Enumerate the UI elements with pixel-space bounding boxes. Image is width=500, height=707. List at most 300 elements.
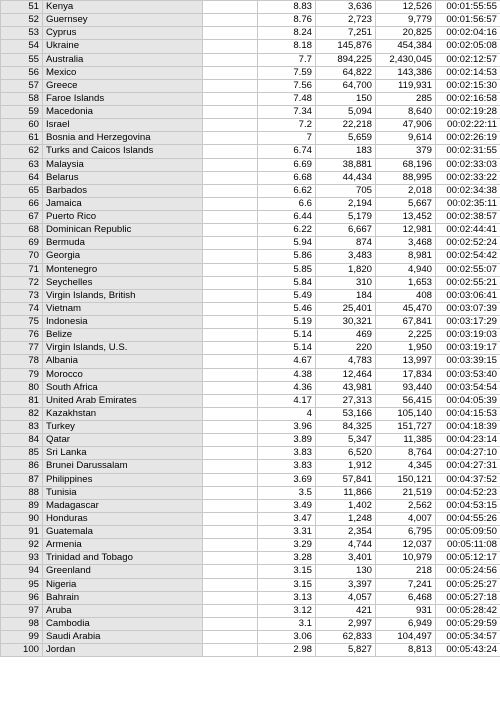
cell-value-2[interactable]: 6,468 — [376, 591, 436, 604]
cell-value-1[interactable]: 62,833 — [316, 631, 376, 644]
cell-time[interactable]: 00:05:11:08 — [436, 539, 500, 552]
cell-time[interactable]: 00:03:17:29 — [436, 316, 500, 329]
cell-value-2[interactable]: 1,653 — [376, 276, 436, 289]
cell-score[interactable]: 4.17 — [258, 394, 316, 407]
cell-score[interactable]: 5.19 — [258, 316, 316, 329]
cell-rank[interactable]: 93 — [1, 552, 43, 565]
cell-time[interactable]: 00:02:16:58 — [436, 92, 500, 105]
cell-score[interactable]: 7.2 — [258, 119, 316, 132]
cell-value-1[interactable]: 5,179 — [316, 211, 376, 224]
cell-value-2[interactable]: 119,931 — [376, 79, 436, 92]
cell-time[interactable]: 00:02:54:42 — [436, 250, 500, 263]
cell-score[interactable]: 3.15 — [258, 565, 316, 578]
cell-value-1[interactable]: 2,354 — [316, 526, 376, 539]
cell-time[interactable]: 00:04:27:31 — [436, 460, 500, 473]
cell-empty[interactable] — [203, 197, 258, 210]
cell-country[interactable]: Macedonia — [43, 106, 203, 119]
cell-value-1[interactable]: 150 — [316, 92, 376, 105]
cell-value-2[interactable]: 11,385 — [376, 434, 436, 447]
cell-country[interactable]: Honduras — [43, 512, 203, 525]
cell-rank[interactable]: 99 — [1, 631, 43, 644]
cell-score[interactable]: 3.47 — [258, 512, 316, 525]
cell-country[interactable]: Bermuda — [43, 237, 203, 250]
cell-rank[interactable]: 53 — [1, 27, 43, 40]
cell-empty[interactable] — [203, 368, 258, 381]
cell-empty[interactable] — [203, 617, 258, 630]
cell-value-1[interactable]: 64,822 — [316, 66, 376, 79]
cell-rank[interactable]: 64 — [1, 171, 43, 184]
cell-score[interactable]: 4 — [258, 407, 316, 420]
cell-rank[interactable]: 81 — [1, 394, 43, 407]
cell-score[interactable]: 3.13 — [258, 591, 316, 604]
cell-rank[interactable]: 96 — [1, 591, 43, 604]
cell-time[interactable]: 00:04:23:14 — [436, 434, 500, 447]
cell-empty[interactable] — [203, 184, 258, 197]
cell-value-2[interactable]: 2,018 — [376, 184, 436, 197]
cell-value-1[interactable]: 38,881 — [316, 158, 376, 171]
cell-time[interactable]: 00:02:31:55 — [436, 145, 500, 158]
cell-score[interactable]: 3.89 — [258, 434, 316, 447]
cell-value-1[interactable]: 1,248 — [316, 512, 376, 525]
cell-rank[interactable]: 68 — [1, 224, 43, 237]
cell-value-2[interactable]: 1,950 — [376, 342, 436, 355]
cell-time[interactable]: 00:02:55:07 — [436, 263, 500, 276]
cell-value-1[interactable]: 22,218 — [316, 119, 376, 132]
cell-time[interactable]: 00:03:39:15 — [436, 355, 500, 368]
cell-value-2[interactable]: 67,841 — [376, 316, 436, 329]
cell-value-2[interactable]: 10,979 — [376, 552, 436, 565]
cell-empty[interactable] — [203, 381, 258, 394]
cell-country[interactable]: Belarus — [43, 171, 203, 184]
cell-value-1[interactable]: 1,820 — [316, 263, 376, 276]
cell-score[interactable]: 6.22 — [258, 224, 316, 237]
cell-time[interactable]: 00:01:55:55 — [436, 1, 500, 14]
cell-time[interactable]: 00:02:33:22 — [436, 171, 500, 184]
cell-score[interactable]: 3.28 — [258, 552, 316, 565]
cell-time[interactable]: 00:03:19:17 — [436, 342, 500, 355]
cell-country[interactable]: Greenland — [43, 565, 203, 578]
cell-rank[interactable]: 87 — [1, 473, 43, 486]
cell-rank[interactable]: 74 — [1, 302, 43, 315]
cell-score[interactable]: 6.44 — [258, 211, 316, 224]
cell-country[interactable]: Madagascar — [43, 499, 203, 512]
cell-value-2[interactable]: 8,764 — [376, 447, 436, 460]
cell-rank[interactable]: 58 — [1, 92, 43, 105]
cell-rank[interactable]: 76 — [1, 329, 43, 342]
cell-time[interactable]: 00:04:15:53 — [436, 407, 500, 420]
cell-empty[interactable] — [203, 171, 258, 184]
cell-country[interactable]: Vietnam — [43, 302, 203, 315]
cell-value-1[interactable]: 64,700 — [316, 79, 376, 92]
cell-empty[interactable] — [203, 224, 258, 237]
cell-empty[interactable] — [203, 211, 258, 224]
cell-time[interactable]: 00:05:25:27 — [436, 578, 500, 591]
cell-country[interactable]: Turks and Caicos Islands — [43, 145, 203, 158]
cell-country[interactable]: Bahrain — [43, 591, 203, 604]
cell-country[interactable]: Trinidad and Tobago — [43, 552, 203, 565]
cell-country[interactable]: South Africa — [43, 381, 203, 394]
cell-empty[interactable] — [203, 237, 258, 250]
cell-value-2[interactable]: 68,196 — [376, 158, 436, 171]
cell-value-2[interactable]: 285 — [376, 92, 436, 105]
cell-country[interactable]: Philippines — [43, 473, 203, 486]
cell-value-1[interactable]: 5,659 — [316, 132, 376, 145]
cell-country[interactable]: Qatar — [43, 434, 203, 447]
cell-time[interactable]: 00:05:28:42 — [436, 604, 500, 617]
cell-value-1[interactable]: 6,667 — [316, 224, 376, 237]
cell-value-2[interactable]: 4,007 — [376, 512, 436, 525]
cell-empty[interactable] — [203, 539, 258, 552]
cell-country[interactable]: Seychelles — [43, 276, 203, 289]
cell-rank[interactable]: 85 — [1, 447, 43, 460]
cell-country[interactable]: Georgia — [43, 250, 203, 263]
cell-value-1[interactable]: 3,397 — [316, 578, 376, 591]
cell-country[interactable]: Virgin Islands, U.S. — [43, 342, 203, 355]
cell-value-1[interactable]: 874 — [316, 237, 376, 250]
cell-empty[interactable] — [203, 66, 258, 79]
cell-score[interactable]: 5.49 — [258, 289, 316, 302]
cell-rank[interactable]: 92 — [1, 539, 43, 552]
cell-time[interactable]: 00:03:07:39 — [436, 302, 500, 315]
cell-value-1[interactable]: 310 — [316, 276, 376, 289]
cell-empty[interactable] — [203, 158, 258, 171]
cell-value-1[interactable]: 4,783 — [316, 355, 376, 368]
cell-empty[interactable] — [203, 394, 258, 407]
cell-empty[interactable] — [203, 53, 258, 66]
cell-value-2[interactable]: 17,834 — [376, 368, 436, 381]
cell-country[interactable]: Virgin Islands, British — [43, 289, 203, 302]
cell-empty[interactable] — [203, 460, 258, 473]
cell-value-1[interactable]: 5,347 — [316, 434, 376, 447]
cell-empty[interactable] — [203, 342, 258, 355]
cell-time[interactable]: 00:02:52:24 — [436, 237, 500, 250]
cell-rank[interactable]: 98 — [1, 617, 43, 630]
cell-country[interactable]: Jordan — [43, 644, 203, 657]
cell-value-2[interactable]: 150,121 — [376, 473, 436, 486]
cell-time[interactable]: 00:04:55:26 — [436, 512, 500, 525]
cell-empty[interactable] — [203, 512, 258, 525]
cell-value-1[interactable]: 1,912 — [316, 460, 376, 473]
cell-score[interactable]: 3.49 — [258, 499, 316, 512]
cell-rank[interactable]: 55 — [1, 53, 43, 66]
cell-score[interactable]: 5.86 — [258, 250, 316, 263]
cell-score[interactable]: 7 — [258, 132, 316, 145]
cell-time[interactable]: 00:02:15:30 — [436, 79, 500, 92]
cell-time[interactable]: 00:05:34:57 — [436, 631, 500, 644]
cell-value-2[interactable]: 6,795 — [376, 526, 436, 539]
cell-value-1[interactable]: 2,194 — [316, 197, 376, 210]
cell-country[interactable]: Kazakhstan — [43, 407, 203, 420]
cell-value-2[interactable]: 47,906 — [376, 119, 436, 132]
cell-rank[interactable]: 86 — [1, 460, 43, 473]
cell-empty[interactable] — [203, 316, 258, 329]
cell-time[interactable]: 00:02:35:11 — [436, 197, 500, 210]
cell-empty[interactable] — [203, 355, 258, 368]
cell-time[interactable]: 00:02:19:28 — [436, 106, 500, 119]
cell-score[interactable]: 8.18 — [258, 40, 316, 53]
cell-score[interactable]: 7.59 — [258, 66, 316, 79]
cell-time[interactable]: 00:01:56:57 — [436, 14, 500, 27]
cell-value-1[interactable]: 4,057 — [316, 591, 376, 604]
cell-score[interactable]: 3.96 — [258, 421, 316, 434]
cell-value-2[interactable]: 4,940 — [376, 263, 436, 276]
cell-value-1[interactable]: 5,094 — [316, 106, 376, 119]
cell-time[interactable]: 00:05:43:24 — [436, 644, 500, 657]
cell-rank[interactable]: 94 — [1, 565, 43, 578]
cell-rank[interactable]: 62 — [1, 145, 43, 158]
cell-rank[interactable]: 75 — [1, 316, 43, 329]
cell-value-1[interactable]: 1,402 — [316, 499, 376, 512]
cell-rank[interactable]: 56 — [1, 66, 43, 79]
cell-time[interactable]: 00:05:29:59 — [436, 617, 500, 630]
cell-value-2[interactable]: 9,779 — [376, 14, 436, 27]
cell-time[interactable]: 00:03:06:41 — [436, 289, 500, 302]
cell-country[interactable]: Faroe Islands — [43, 92, 203, 105]
cell-value-1[interactable]: 469 — [316, 329, 376, 342]
cell-country[interactable]: Nigeria — [43, 578, 203, 591]
cell-value-2[interactable]: 12,037 — [376, 539, 436, 552]
cell-empty[interactable] — [203, 27, 258, 40]
cell-country[interactable]: Belize — [43, 329, 203, 342]
cell-score[interactable]: 6.68 — [258, 171, 316, 184]
cell-rank[interactable]: 65 — [1, 184, 43, 197]
cell-score[interactable]: 6.62 — [258, 184, 316, 197]
cell-value-2[interactable]: 454,384 — [376, 40, 436, 53]
cell-country[interactable]: Brunei Darussalam — [43, 460, 203, 473]
cell-score[interactable]: 2.98 — [258, 644, 316, 657]
cell-value-2[interactable]: 12,526 — [376, 1, 436, 14]
cell-time[interactable]: 00:02:14:53 — [436, 66, 500, 79]
cell-rank[interactable]: 57 — [1, 79, 43, 92]
cell-value-1[interactable]: 5,827 — [316, 644, 376, 657]
cell-score[interactable]: 5.14 — [258, 329, 316, 342]
cell-country[interactable]: Malaysia — [43, 158, 203, 171]
cell-country[interactable]: Armenia — [43, 539, 203, 552]
cell-empty[interactable] — [203, 302, 258, 315]
cell-rank[interactable]: 100 — [1, 644, 43, 657]
cell-empty[interactable] — [203, 276, 258, 289]
cell-country[interactable]: Kenya — [43, 1, 203, 14]
cell-country[interactable]: Mexico — [43, 66, 203, 79]
cell-rank[interactable]: 52 — [1, 14, 43, 27]
cell-country[interactable]: Jamaica — [43, 197, 203, 210]
cell-value-1[interactable]: 3,483 — [316, 250, 376, 263]
cell-value-1[interactable]: 44,434 — [316, 171, 376, 184]
cell-empty[interactable] — [203, 486, 258, 499]
cell-score[interactable]: 7.34 — [258, 106, 316, 119]
cell-empty[interactable] — [203, 578, 258, 591]
cell-value-1[interactable]: 30,321 — [316, 316, 376, 329]
cell-value-1[interactable]: 421 — [316, 604, 376, 617]
cell-value-2[interactable]: 7,241 — [376, 578, 436, 591]
cell-value-2[interactable]: 143,386 — [376, 66, 436, 79]
cell-rank[interactable]: 69 — [1, 237, 43, 250]
cell-time[interactable]: 00:02:04:16 — [436, 27, 500, 40]
cell-country[interactable]: Aruba — [43, 604, 203, 617]
cell-empty[interactable] — [203, 407, 258, 420]
cell-value-1[interactable]: 12,464 — [316, 368, 376, 381]
cell-time[interactable]: 00:02:55:21 — [436, 276, 500, 289]
cell-score[interactable]: 5.14 — [258, 342, 316, 355]
cell-score[interactable]: 4.36 — [258, 381, 316, 394]
cell-value-2[interactable]: 8,640 — [376, 106, 436, 119]
cell-value-2[interactable]: 21,519 — [376, 486, 436, 499]
cell-time[interactable]: 00:02:44:41 — [436, 224, 500, 237]
cell-value-1[interactable]: 3,401 — [316, 552, 376, 565]
cell-country[interactable]: Tunisia — [43, 486, 203, 499]
cell-empty[interactable] — [203, 92, 258, 105]
cell-score[interactable]: 3.15 — [258, 578, 316, 591]
cell-rank[interactable]: 78 — [1, 355, 43, 368]
cell-value-1[interactable]: 2,997 — [316, 617, 376, 630]
cell-country[interactable]: Ukraine — [43, 40, 203, 53]
cell-value-2[interactable]: 20,825 — [376, 27, 436, 40]
cell-rank[interactable]: 71 — [1, 263, 43, 276]
cell-country[interactable]: Australia — [43, 53, 203, 66]
cell-score[interactable]: 8.76 — [258, 14, 316, 27]
cell-rank[interactable]: 51 — [1, 1, 43, 14]
cell-value-1[interactable]: 7,251 — [316, 27, 376, 40]
cell-value-2[interactable]: 93,440 — [376, 381, 436, 394]
cell-time[interactable]: 00:02:34:38 — [436, 184, 500, 197]
cell-country[interactable]: Guernsey — [43, 14, 203, 27]
cell-value-2[interactable]: 2,562 — [376, 499, 436, 512]
cell-score[interactable]: 7.48 — [258, 92, 316, 105]
cell-empty[interactable] — [203, 14, 258, 27]
cell-empty[interactable] — [203, 421, 258, 434]
cell-score[interactable]: 5.84 — [258, 276, 316, 289]
cell-time[interactable]: 00:02:05:08 — [436, 40, 500, 53]
cell-time[interactable]: 00:03:54:54 — [436, 381, 500, 394]
cell-time[interactable]: 00:04:53:15 — [436, 499, 500, 512]
cell-country[interactable]: Barbados — [43, 184, 203, 197]
cell-score[interactable]: 4.38 — [258, 368, 316, 381]
cell-rank[interactable]: 91 — [1, 526, 43, 539]
cell-score[interactable]: 8.83 — [258, 1, 316, 14]
cell-score[interactable]: 3.06 — [258, 631, 316, 644]
cell-rank[interactable]: 83 — [1, 421, 43, 434]
cell-time[interactable]: 00:05:27:18 — [436, 591, 500, 604]
cell-rank[interactable]: 77 — [1, 342, 43, 355]
cell-rank[interactable]: 97 — [1, 604, 43, 617]
cell-value-1[interactable]: 53,166 — [316, 407, 376, 420]
cell-empty[interactable] — [203, 604, 258, 617]
cell-value-1[interactable]: 130 — [316, 565, 376, 578]
cell-score[interactable]: 3.5 — [258, 486, 316, 499]
cell-rank[interactable]: 60 — [1, 119, 43, 132]
cell-value-2[interactable]: 6,949 — [376, 617, 436, 630]
cell-value-2[interactable]: 5,667 — [376, 197, 436, 210]
cell-empty[interactable] — [203, 132, 258, 145]
cell-rank[interactable]: 72 — [1, 276, 43, 289]
cell-empty[interactable] — [203, 250, 258, 263]
cell-value-2[interactable]: 379 — [376, 145, 436, 158]
cell-value-1[interactable]: 43,981 — [316, 381, 376, 394]
cell-rank[interactable]: 84 — [1, 434, 43, 447]
cell-value-2[interactable]: 12,981 — [376, 224, 436, 237]
cell-time[interactable]: 00:05:24:56 — [436, 565, 500, 578]
cell-time[interactable]: 00:02:38:57 — [436, 211, 500, 224]
cell-empty[interactable] — [203, 119, 258, 132]
cell-time[interactable]: 00:02:22:11 — [436, 119, 500, 132]
cell-country[interactable]: Cambodia — [43, 617, 203, 630]
cell-score[interactable]: 3.29 — [258, 539, 316, 552]
cell-score[interactable]: 3.83 — [258, 460, 316, 473]
cell-empty[interactable] — [203, 631, 258, 644]
cell-rank[interactable]: 88 — [1, 486, 43, 499]
cell-value-2[interactable]: 3,468 — [376, 237, 436, 250]
cell-empty[interactable] — [203, 526, 258, 539]
cell-empty[interactable] — [203, 565, 258, 578]
cell-score[interactable]: 3.31 — [258, 526, 316, 539]
cell-score[interactable]: 6.74 — [258, 145, 316, 158]
cell-country[interactable]: Saudi Arabia — [43, 631, 203, 644]
cell-empty[interactable] — [203, 434, 258, 447]
cell-empty[interactable] — [203, 1, 258, 14]
cell-empty[interactable] — [203, 79, 258, 92]
cell-score[interactable]: 3.12 — [258, 604, 316, 617]
cell-value-1[interactable]: 57,841 — [316, 473, 376, 486]
cell-score[interactable]: 3.1 — [258, 617, 316, 630]
cell-time[interactable]: 00:02:26:19 — [436, 132, 500, 145]
cell-score[interactable]: 3.83 — [258, 447, 316, 460]
cell-value-1[interactable]: 2,723 — [316, 14, 376, 27]
cell-score[interactable]: 7.56 — [258, 79, 316, 92]
cell-value-2[interactable]: 13,452 — [376, 211, 436, 224]
cell-score[interactable]: 5.94 — [258, 237, 316, 250]
cell-value-2[interactable]: 8,813 — [376, 644, 436, 657]
cell-rank[interactable]: 61 — [1, 132, 43, 145]
cell-country[interactable]: Sri Lanka — [43, 447, 203, 460]
cell-value-2[interactable]: 218 — [376, 565, 436, 578]
cell-country[interactable]: Turkey — [43, 421, 203, 434]
cell-value-2[interactable]: 45,470 — [376, 302, 436, 315]
cell-value-2[interactable]: 4,345 — [376, 460, 436, 473]
cell-time[interactable]: 00:04:18:39 — [436, 421, 500, 434]
cell-rank[interactable]: 59 — [1, 106, 43, 119]
cell-rank[interactable]: 70 — [1, 250, 43, 263]
cell-score[interactable]: 4.67 — [258, 355, 316, 368]
cell-value-1[interactable]: 184 — [316, 289, 376, 302]
cell-rank[interactable]: 89 — [1, 499, 43, 512]
cell-country[interactable]: United Arab Emirates — [43, 394, 203, 407]
cell-rank[interactable]: 95 — [1, 578, 43, 591]
cell-time[interactable]: 00:04:27:10 — [436, 447, 500, 460]
cell-empty[interactable] — [203, 591, 258, 604]
cell-empty[interactable] — [203, 552, 258, 565]
cell-rank[interactable]: 54 — [1, 40, 43, 53]
cell-empty[interactable] — [203, 289, 258, 302]
cell-score[interactable]: 6.6 — [258, 197, 316, 210]
cell-value-1[interactable]: 25,401 — [316, 302, 376, 315]
cell-country[interactable]: Guatemala — [43, 526, 203, 539]
cell-rank[interactable]: 80 — [1, 381, 43, 394]
cell-value-2[interactable]: 931 — [376, 604, 436, 617]
cell-score[interactable]: 6.69 — [258, 158, 316, 171]
cell-value-1[interactable]: 894,225 — [316, 53, 376, 66]
cell-time[interactable]: 00:05:12:17 — [436, 552, 500, 565]
cell-country[interactable]: Albania — [43, 355, 203, 368]
cell-rank[interactable]: 73 — [1, 289, 43, 302]
cell-country[interactable]: Puerto Rico — [43, 211, 203, 224]
cell-country[interactable]: Bosnia and Herzegovina — [43, 132, 203, 145]
cell-value-1[interactable]: 84,325 — [316, 421, 376, 434]
cell-value-2[interactable]: 151,727 — [376, 421, 436, 434]
cell-empty[interactable] — [203, 447, 258, 460]
cell-time[interactable]: 00:03:19:03 — [436, 329, 500, 342]
cell-time[interactable]: 00:05:09:50 — [436, 526, 500, 539]
cell-value-2[interactable]: 13,997 — [376, 355, 436, 368]
